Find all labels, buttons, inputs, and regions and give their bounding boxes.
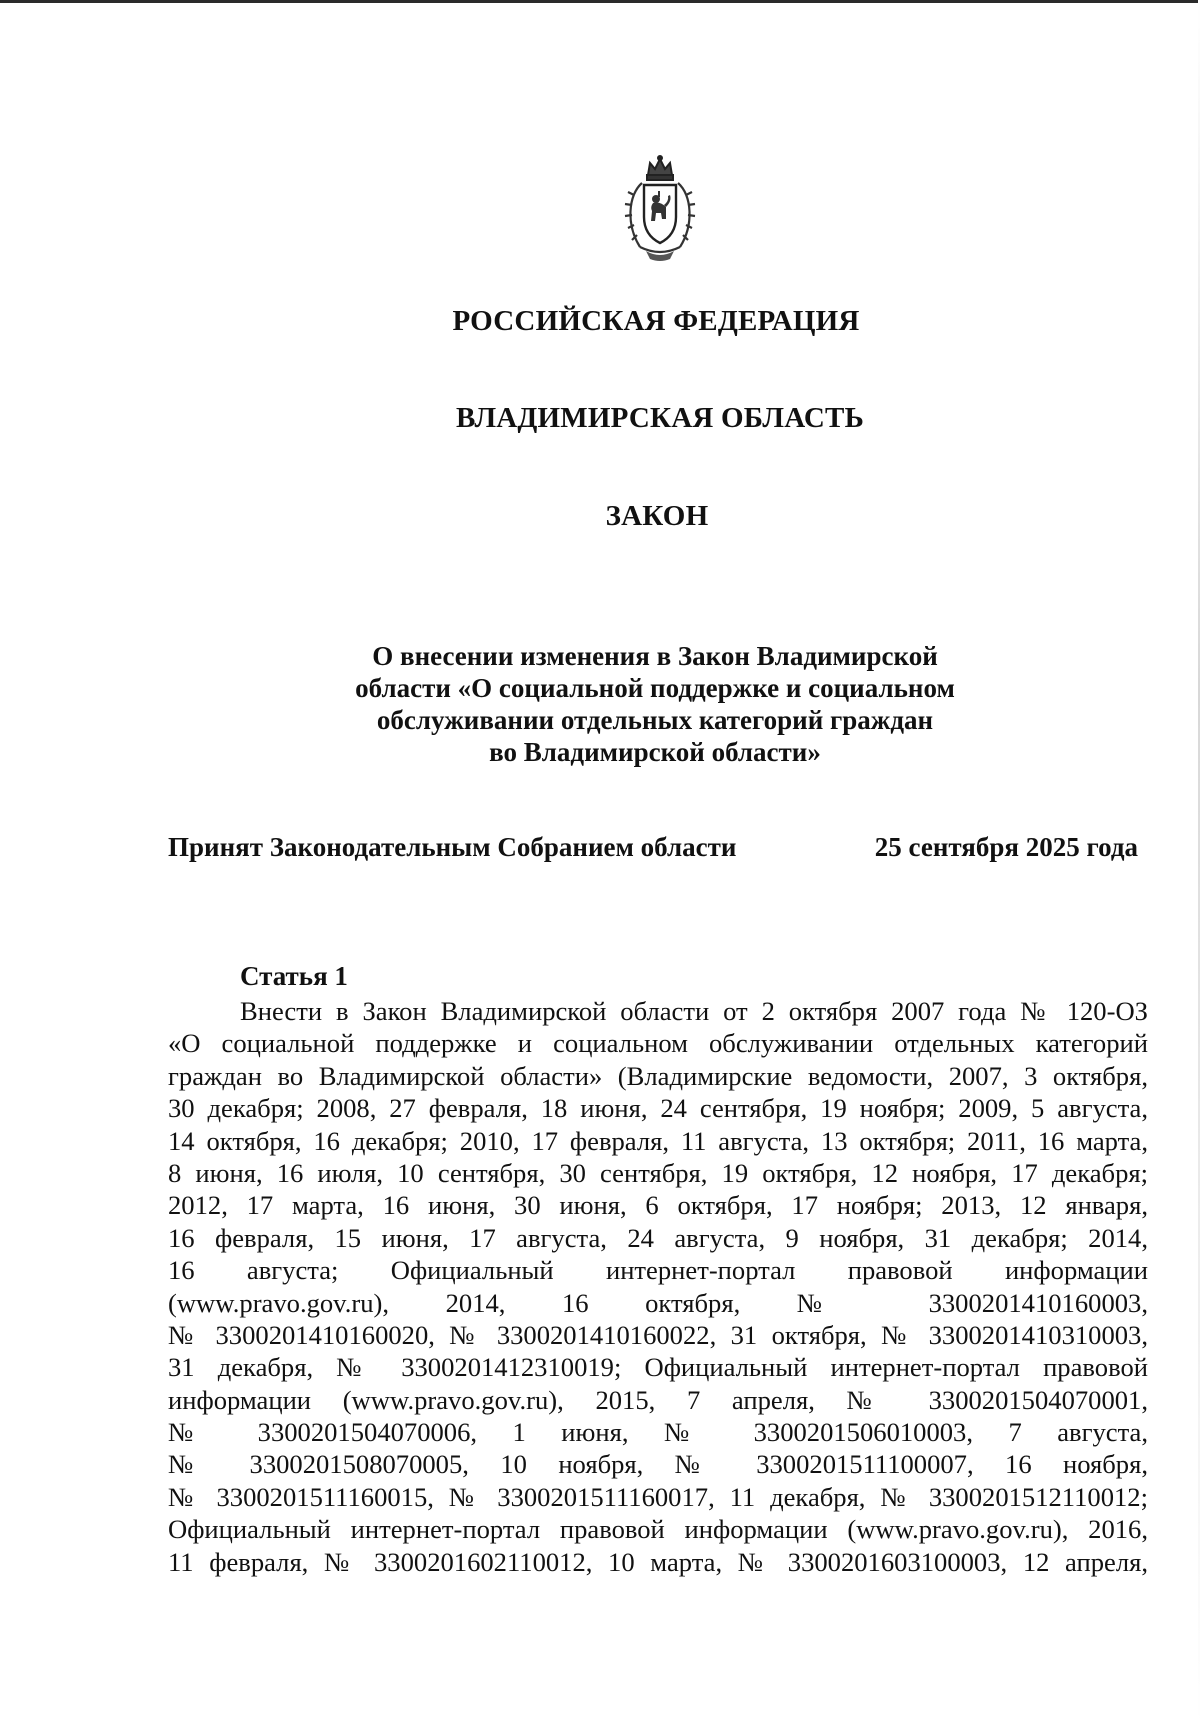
article-line: «О социальной поддержке и социальном обслуживании отдельных категорий [168, 1028, 1148, 1059]
article-line: информации (www.pravo.gov.ru), 2015, 7 апреля, № 3300201504070001, [168, 1384, 1148, 1415]
article-line: Официальный интернет-портал правовой информации (www.pravo.gov.ru), 2016, [168, 1514, 1148, 1545]
article-line: № 3300201508070005, 10 ноября, № 3300201511100007, 16 ноября, [168, 1449, 1148, 1480]
law-title-line: во Владимирской области» [489, 737, 821, 767]
article-line: 14 октября, 16 декабря; 2010, 17 февраля, 11 августа, 13 октября; 2011, 16 марта, [168, 1125, 1148, 1156]
article-line: № 3300201410160020, № 3300201410160022, 31 октября, № 3300201410310003, [168, 1319, 1148, 1350]
article-line: 2012, 17 марта, 16 июня, 30 июня, 6 октября, 17 ноября; 2013, 12 января, [168, 1190, 1148, 1221]
article-line: 30 декабря; 2008, 27 февраля, 18 июня, 24 сентября, 19 ноября; 2009, 5 августа, [168, 1093, 1148, 1124]
law-title [300, 640, 1010, 768]
country-heading: РОССИЙСКАЯ ФЕДЕРАЦИЯ [452, 305, 860, 337]
law-title-line: обслуживании отдельных категорий граждан [376, 705, 934, 735]
article-line: граждан во Владимирской области» (Владимирские ведомости, 2007, 3 октября, [168, 1060, 1148, 1091]
law-title-line: области «О социальной поддержке и социальном [355, 673, 955, 703]
law-title-line: О внесении изменения в Закон Владимирской [372, 641, 938, 671]
scan-top-edge [0, 0, 1200, 3]
article-body [168, 995, 1148, 1578]
article-line: (www.pravo.gov.ru), 2014, 16 октября, № 3300201410160003, [168, 1287, 1148, 1318]
article-line: 31 декабря, № 3300201412310019; Официальный интернет-портал правовой [168, 1352, 1148, 1383]
article-line: 11 февраля, № 3300201602110012, 10 марта, № 3300201603100003, 12 апреля, [168, 1546, 1148, 1577]
adoption-date: 25 сентября 2025 года [874, 832, 1138, 862]
coat-of-arms-icon [620, 155, 700, 265]
article-line: 16 февраля, 15 июня, 17 августа, 24 августа, 9 ноября, 31 декабря; 2014, [168, 1222, 1148, 1253]
document-type-heading: ЗАКОН [605, 500, 709, 532]
article-line: Внести в Закон Владимирской области от 2 октября 2007 года № 120-ОЗ [240, 996, 1148, 1026]
article-line: 8 июня, 16 июля, 10 сентября, 30 сентября, 19 октября, 12 ноября, 17 декабря; [168, 1157, 1148, 1188]
article-heading: Статья 1 [240, 961, 348, 991]
article-line: № 3300201511160015, № 3300201511160017, 11 декабря, № 3300201512110012; [168, 1481, 1148, 1512]
adoption-label: Принят Законодательным Собранием области [168, 832, 737, 862]
article-line: 16 августа; Официальный интернет-портал правовой информации [168, 1255, 1148, 1286]
article-line: № 3300201504070006, 1 июня, № 3300201506010003, 7 августа, [168, 1417, 1148, 1448]
region-heading: ВЛАДИМИРСКАЯ ОБЛАСТЬ [456, 402, 864, 434]
